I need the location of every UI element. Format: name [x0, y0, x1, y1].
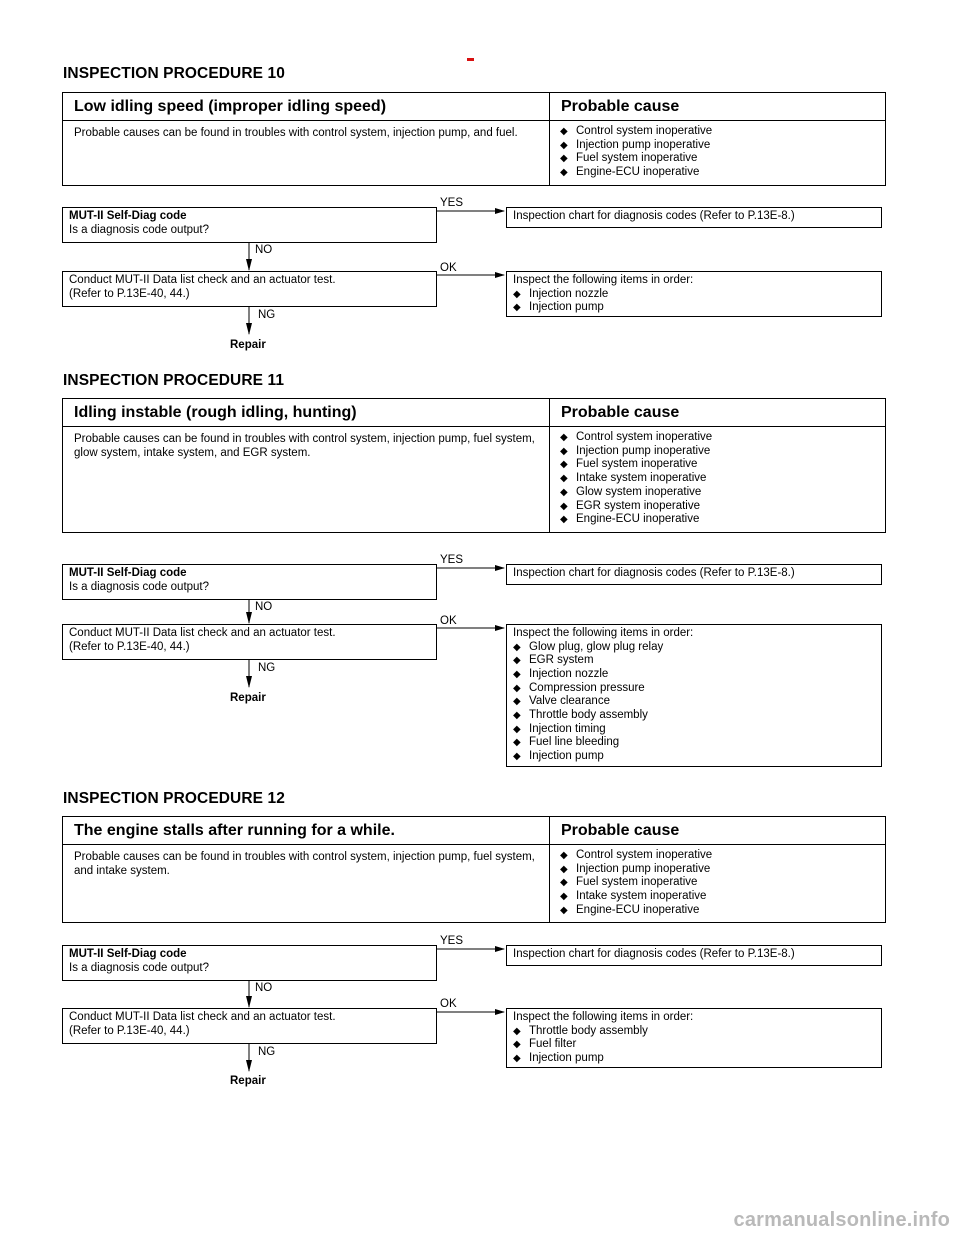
list-item: ◆ Injection pump inoperative [560, 444, 711, 457]
diamond-bullet-icon: ◆ [560, 904, 568, 916]
diamond-bullet-icon: ◆ [513, 723, 521, 735]
yes-label: YES [440, 554, 464, 566]
ok-label: OK [440, 615, 457, 627]
list-item: ◆ Injection pump [513, 1051, 604, 1064]
cause-title: Probable cause [561, 98, 680, 115]
list-item: ◆ Fuel line bleeding [513, 736, 620, 749]
diamond-bullet-icon: ◆ [513, 288, 521, 300]
diamond-bullet-icon: ◆ [513, 1039, 521, 1051]
step2-box: Conduct MUT-II Data list check and an actuator test. (Refer to P.13E-40, 44.) [62, 271, 437, 307]
repair-label: Repair [230, 1075, 266, 1087]
step1-text: Is a diagnosis code output? [69, 223, 210, 236]
procedure-12-heading: INSPECTION PROCEDURE 12 [63, 790, 285, 807]
step1-text: Is a diagnosis code output? [69, 961, 210, 974]
yes-result-box: Inspection chart for diagnosis codes (Refer to P.13E-8.) [506, 945, 882, 966]
symptom-title: Idling instable (rough idling, hunting) [63, 399, 550, 426]
list-item: ◆ Engine-ECU inoperative [560, 513, 700, 526]
diamond-bullet-icon: ◆ [513, 682, 521, 694]
list-item: ◆ Injection timing [513, 722, 606, 735]
ng-label: NG [258, 662, 276, 674]
diamond-bullet-icon: ◆ [560, 500, 568, 512]
diamond-bullet-icon: ◆ [513, 668, 521, 680]
diamond-bullet-icon: ◆ [560, 473, 568, 485]
diamond-bullet-icon: ◆ [560, 445, 568, 457]
list-item: ◆ Control system inoperative [560, 431, 713, 443]
step1-title: MUT-II Self-Diag code [69, 567, 187, 579]
list-item: ◆ Valve clearance [513, 695, 610, 708]
list-item: ◆ EGR system [513, 654, 594, 667]
list-item: ◆ Glow system inoperative [560, 485, 702, 498]
list-item: ◆ Injection nozzle [513, 287, 609, 300]
list-item: ◆ Intake system inoperative [560, 890, 707, 903]
diamond-bullet-icon: ◆ [560, 126, 568, 137]
diamond-bullet-icon: ◆ [560, 877, 568, 889]
yes-result-box: Inspection chart for diagnosis codes (Refer to P.13E-8.) [506, 207, 882, 228]
diamond-bullet-icon: ◆ [560, 432, 568, 443]
list-item: ◆ Injection pump [513, 750, 604, 763]
diamond-bullet-icon: ◆ [560, 167, 568, 179]
ok-result-box: Inspect the following items in order: ◆ Glow plug, glow plug relay ◆ EGR system ◆ Injection nozzle ◆ Compression pressure ◆ Valve clearance ◆ Throttle body assembly ◆ Injection timing ◆ Fuel line bleeding ◆ Injection pump [506, 624, 882, 767]
diamond-bullet-icon: ◆ [513, 710, 521, 722]
list-item: ◆ Engine-ECU inoperative [560, 903, 700, 916]
diamond-bullet-icon: ◆ [513, 737, 521, 749]
symptom-title: The engine stalls after running for a while. [63, 817, 550, 844]
cause-title: Probable cause [561, 404, 680, 421]
list-item: ◆ Control system inoperative [560, 849, 713, 861]
repair-label: Repair [230, 339, 266, 351]
ok-label: OK [440, 262, 457, 274]
step2-box: Conduct MUT-II Data list check and an actuator test. (Refer to P.13E-40, 44.) [62, 624, 437, 660]
diamond-bullet-icon: ◆ [513, 696, 521, 708]
watermark: carmanualsonline.info [733, 1209, 950, 1231]
diamond-bullet-icon: ◆ [560, 850, 568, 861]
list-item: ◆ Fuel system inoperative [560, 458, 698, 471]
list-item: ◆ Injection pump [513, 301, 604, 314]
list-item: ◆ Injection pump inoperative [560, 138, 711, 151]
list-item: ◆ Fuel system inoperative [560, 152, 698, 165]
diamond-bullet-icon: ◆ [560, 891, 568, 903]
list-item: ◆ Fuel filter [513, 1038, 577, 1051]
ok-result-box: Inspect the following items in order: ◆ Injection nozzle ◆ Injection pump [506, 271, 882, 317]
diamond-bullet-icon: ◆ [560, 139, 568, 151]
yes-label: YES [440, 935, 464, 947]
list-item: ◆ Control system inoperative [560, 125, 713, 137]
step1-title: MUT-II Self-Diag code [69, 948, 187, 960]
yes-label: YES [440, 197, 464, 209]
procedure-11-heading: INSPECTION PROCEDURE 11 [63, 372, 285, 389]
diamond-bullet-icon: ◆ [560, 153, 568, 165]
diamond-bullet-icon: ◆ [560, 459, 568, 471]
cause-description: Probable causes can be found in troubles with control system, injection pump, and fuel. [63, 121, 550, 185]
procedure-10-heading: INSPECTION PROCEDURE 10 [63, 65, 285, 82]
repair-label: Repair [230, 692, 266, 704]
list-item: ◆ Fuel system inoperative [560, 876, 698, 889]
step1-title: MUT-II Self-Diag code [69, 210, 187, 222]
diamond-bullet-icon: ◆ [513, 751, 521, 763]
diamond-bullet-icon: ◆ [560, 514, 568, 526]
diamond-bullet-icon: ◆ [513, 302, 521, 314]
diamond-bullet-icon: ◆ [560, 486, 568, 498]
ng-label: NG [258, 1046, 276, 1058]
step1-text: Is a diagnosis code output? [69, 580, 210, 593]
ok-result-box: Inspect the following items in order: ◆ Throttle body assembly ◆ Fuel filter ◆ Injection pump [506, 1008, 882, 1068]
step2-box: Conduct MUT-II Data list check and an actuator test. (Refer to P.13E-40, 44.) [62, 1008, 437, 1044]
list-item: ◆ Glow plug, glow plug relay [513, 640, 664, 653]
diamond-bullet-icon: ◆ [513, 655, 521, 667]
no-label: NO [255, 244, 273, 256]
symptom-title: Low idling speed (improper idling speed) [63, 93, 550, 120]
diamond-bullet-icon: ◆ [513, 641, 521, 653]
list-item: ◆ Intake system inoperative [560, 472, 707, 485]
ok-label: OK [440, 998, 457, 1010]
cause-description: Probable causes can be found in troubles with control system, injection pump, fuel system, and intake system. [63, 845, 550, 922]
list-item: ◆ Engine-ECU inoperative [560, 166, 700, 179]
no-label: NO [255, 601, 273, 613]
list-item: ◆ Injection nozzle [513, 667, 609, 680]
cause-description: Probable causes can be found in troubles with control system, injection pump, fuel system, glow system, intake system, and EGR system. [63, 427, 550, 532]
cause-title: Probable cause [561, 822, 680, 839]
diamond-bullet-icon: ◆ [513, 1052, 521, 1064]
no-label: NO [255, 982, 273, 994]
list-item: ◆ Throttle body assembly [513, 709, 648, 722]
list-item: ◆ Throttle body assembly [513, 1024, 648, 1037]
diamond-bullet-icon: ◆ [513, 1025, 521, 1037]
list-item: ◆ Injection pump inoperative [560, 862, 711, 875]
list-item: ◆ Compression pressure [513, 681, 645, 694]
yes-result-box: Inspection chart for diagnosis codes (Refer to P.13E-8.) [506, 564, 882, 585]
list-item: ◆ EGR system inoperative [560, 499, 700, 512]
ng-label: NG [258, 309, 276, 321]
diamond-bullet-icon: ◆ [560, 863, 568, 875]
